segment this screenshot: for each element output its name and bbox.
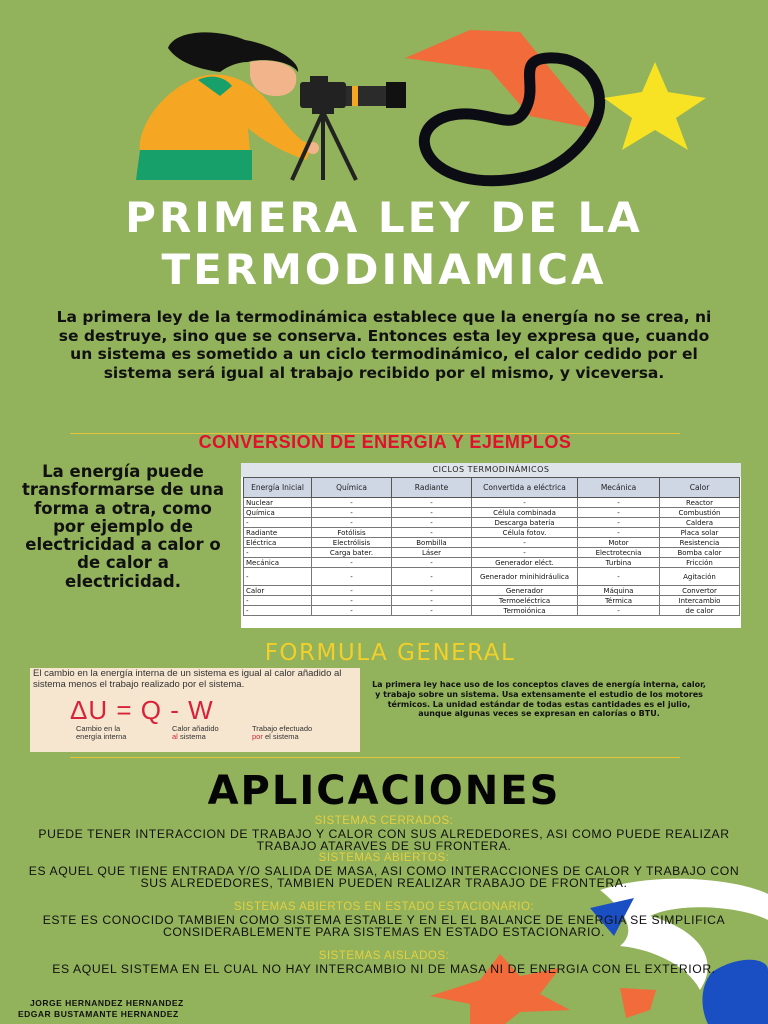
divider	[70, 757, 680, 758]
table-cell: Agitación	[660, 568, 740, 586]
conversion-heading: CONVERSION DE ENERGIA Y EJEMPLOS	[198, 432, 572, 452]
applications-heading: APLICACIONES	[207, 768, 561, 814]
table-cell: Fricción	[660, 558, 740, 568]
column-header: Convertida a eléctrica	[472, 478, 578, 498]
table-header-row	[244, 478, 740, 498]
table-cell: -	[392, 528, 472, 538]
table-cell: Térmica	[578, 596, 660, 606]
table-row	[244, 606, 740, 616]
yellow-star-shape	[604, 62, 706, 150]
section-title-open: SISTEMAS ABIERTOS:	[318, 852, 450, 864]
table-cell: -	[472, 538, 578, 548]
table-cell: Bomba calor	[660, 548, 740, 558]
section-body-closed: PUEDE TENER INTERACCION DE TRABAJO Y CALOR CON SUS ALREDEDORES, ASI COMO PUEDE REALIZAR TRABAJO ATARAVES DE SU FRONTERA.	[38, 827, 730, 853]
table-cell: -	[312, 606, 392, 616]
intro-paragraph: La primera ley de la termodinámica establece que la energía no se crea, ni se destruye, sino que se conserva. Entonces esta ley expresa que, cuando un sistema es sometido a un ciclo termodinámico, el calor cedido por el sistema será igual al trabajo recibido por el mismo, y viceversa.	[56, 308, 712, 382]
conversion-text: La energía puede transformarse de una forma a otra, como por ejemplo de electricidad a calor o de calor a electricidad.	[22, 462, 224, 591]
formula-label-q-rest: sistema	[179, 732, 206, 741]
cycles-table-title: CICLOS TERMODINÁMICOS	[241, 463, 741, 477]
table-cell: Electrotecnia	[578, 548, 660, 558]
table-cell: Eléctrica	[244, 538, 312, 548]
title-line-1: PRIMERA LEY DE LA	[125, 193, 643, 242]
table-row	[244, 538, 740, 548]
table-cell: -	[312, 508, 392, 518]
table-row	[244, 548, 740, 558]
section-title-steady: SISTEMAS ABIERTOS EN ESTADO ESTACIONARIO:	[233, 901, 535, 913]
column-header: Energía Inicial	[244, 478, 312, 498]
table-cell: Láser	[392, 548, 472, 558]
table-cell: -	[578, 498, 660, 508]
section-title-closed: SISTEMAS CERRADOS:	[314, 815, 454, 827]
table-cell: Descarga batería	[472, 518, 578, 528]
table-row	[244, 558, 740, 568]
column-header: Química	[312, 478, 392, 498]
table-cell: -	[312, 498, 392, 508]
author-1: JORGE HERNANDEZ HERNANDEZ	[30, 998, 184, 1008]
table-cell: -	[578, 568, 660, 586]
table-cell: -	[472, 548, 578, 558]
table-row	[244, 518, 740, 528]
table-cell: Convertor	[660, 586, 740, 596]
formula-paragraph: La primera ley hace uso de los conceptos claves de energía interna, calor, y trabajo sobre un sistema. Usa extensamente el estudio de los motores térmicos. La unidad estándar de todas estas cantidades es el julio, aunque algunas veces se expresan en calorías o BTU.	[372, 680, 706, 719]
table-cell: -	[392, 498, 472, 508]
table-cell: -	[578, 528, 660, 538]
table-cell: -	[392, 568, 472, 586]
tripod-icon	[292, 100, 356, 180]
table-cell: -	[392, 558, 472, 568]
page-title	[0, 192, 768, 296]
table-cell: Generador eléct.	[472, 558, 578, 568]
table-cell: Carga bater.	[312, 548, 392, 558]
formula-label-w-rest: el sistema	[264, 732, 299, 741]
column-header: Calor	[660, 478, 740, 498]
table-cell: -	[578, 508, 660, 518]
table-cell: -	[244, 568, 312, 586]
table-cell: Célula combinada	[472, 508, 578, 518]
camera-icon	[300, 76, 406, 108]
table-cell: -	[392, 508, 472, 518]
section-title-isolated: SISTEMAS AISLADOS:	[318, 950, 450, 962]
table-cell: Placa solar	[660, 528, 740, 538]
formula-description: El cambio en la energía interna de un sistema es igual al calor añadido al sistema menos el trabajo realizado por el sistema.	[33, 668, 342, 690]
table-cell: Generador	[472, 586, 578, 596]
header-illustration	[0, 0, 768, 200]
table-cell: Generador minihidráulica	[472, 568, 578, 586]
formula-label-w-line1: Trabajo efectuado	[252, 724, 313, 733]
table-cell: Radiante	[244, 528, 312, 538]
table-cell: Reactor	[660, 498, 740, 508]
table-cell: Bombilla	[392, 538, 472, 548]
table-row	[244, 596, 740, 606]
table-cell: Combustión	[660, 508, 740, 518]
table-cell: Turbina	[578, 558, 660, 568]
formula-heading: FORMULA GENERAL	[264, 640, 516, 666]
table-cell: -	[312, 586, 392, 596]
table-cell: Intercambio	[660, 596, 740, 606]
table-cell: -	[578, 606, 660, 616]
table-cell: -	[392, 606, 472, 616]
title-line-2: TERMODINAMICA	[161, 245, 607, 294]
table-cell: -	[312, 596, 392, 606]
cycles-grid	[243, 477, 740, 616]
formula-label-du: Cambio en la energía interna	[76, 724, 127, 741]
section-body-steady: ESTE ES CONOCIDO TAMBIEN COMO SISTEMA ESTABLE Y EN EL EL BALANCE DE ENERGIA SE SIMPLIFICA CONSIDERABLEMENTE PARA SISTEMAS EN ESTADO ESTACIONARIO.	[42, 913, 726, 939]
table-cell: Nuclear	[244, 498, 312, 508]
table-cell: Célula fotov.	[472, 528, 578, 538]
table-cell: -	[578, 518, 660, 528]
table-cell: de calor	[660, 606, 740, 616]
table-cell: Máquina	[578, 586, 660, 596]
table-row	[244, 498, 740, 508]
table-cell: Termoeléctrica	[472, 596, 578, 606]
table-cell: -	[244, 518, 312, 528]
formula-label-w-prefix: por	[252, 732, 263, 741]
table-cell: -	[312, 568, 392, 586]
table-row	[244, 528, 740, 538]
table-row	[244, 508, 740, 518]
table-cell: Caldera	[660, 518, 740, 528]
table-cell: -	[392, 596, 472, 606]
table-cell: Calor	[244, 586, 312, 596]
table-cell: -	[312, 518, 392, 528]
table-cell: Electrólisis	[312, 538, 392, 548]
table-cell: Mecánica	[244, 558, 312, 568]
table-cell: -	[244, 548, 312, 558]
table-cell: Motor	[578, 538, 660, 548]
section-body-open: ES AQUEL QUE TIENE ENTRADA Y/O SALIDA DE MASA, ASI COMO INTERACCIONES DE CALOR Y TRABAJO CON SUS ALREDEDORES, TAMBIEN PUEDEN REALIZAR TRABAJO DE FRONTERA.	[28, 864, 740, 890]
table-cell: Resistencia	[660, 538, 740, 548]
formula-box	[30, 668, 360, 752]
section-body-isolated: ES AQUEL SISTEMA EN EL CUAL NO HAY INTERCAMBIO NI DE MASA NI DE ENERGIA CON EL EXTERIOR.	[52, 962, 716, 976]
table-cell: Fotólisis	[312, 528, 392, 538]
table-cell: -	[392, 518, 472, 528]
formula-label-q-line1: Calor añadido	[172, 724, 219, 733]
orange-star-shape	[620, 988, 656, 1018]
formula-label-w	[252, 725, 342, 741]
table-cell: -	[312, 558, 392, 568]
author-2: EDGAR BUSTAMANTE HERNANDEZ	[18, 1009, 179, 1019]
table-cell: -	[392, 586, 472, 596]
table-cell: Termoiónica	[472, 606, 578, 616]
table-cell: -	[244, 606, 312, 616]
table-cell: -	[244, 596, 312, 606]
photographer-illustration	[136, 32, 319, 180]
formula-equation: ΔU = Q - W	[70, 695, 214, 725]
table-cell: Química	[244, 508, 312, 518]
cycles-table	[241, 463, 741, 628]
table-cell: -	[472, 498, 578, 508]
table-row	[244, 568, 740, 586]
formula-label-q	[172, 725, 246, 741]
formula-label-q-prefix: al	[172, 732, 178, 741]
column-header: Mecánica	[578, 478, 660, 498]
column-header: Radiante	[392, 478, 472, 498]
cycles-table-body	[244, 498, 740, 616]
table-row	[244, 586, 740, 596]
